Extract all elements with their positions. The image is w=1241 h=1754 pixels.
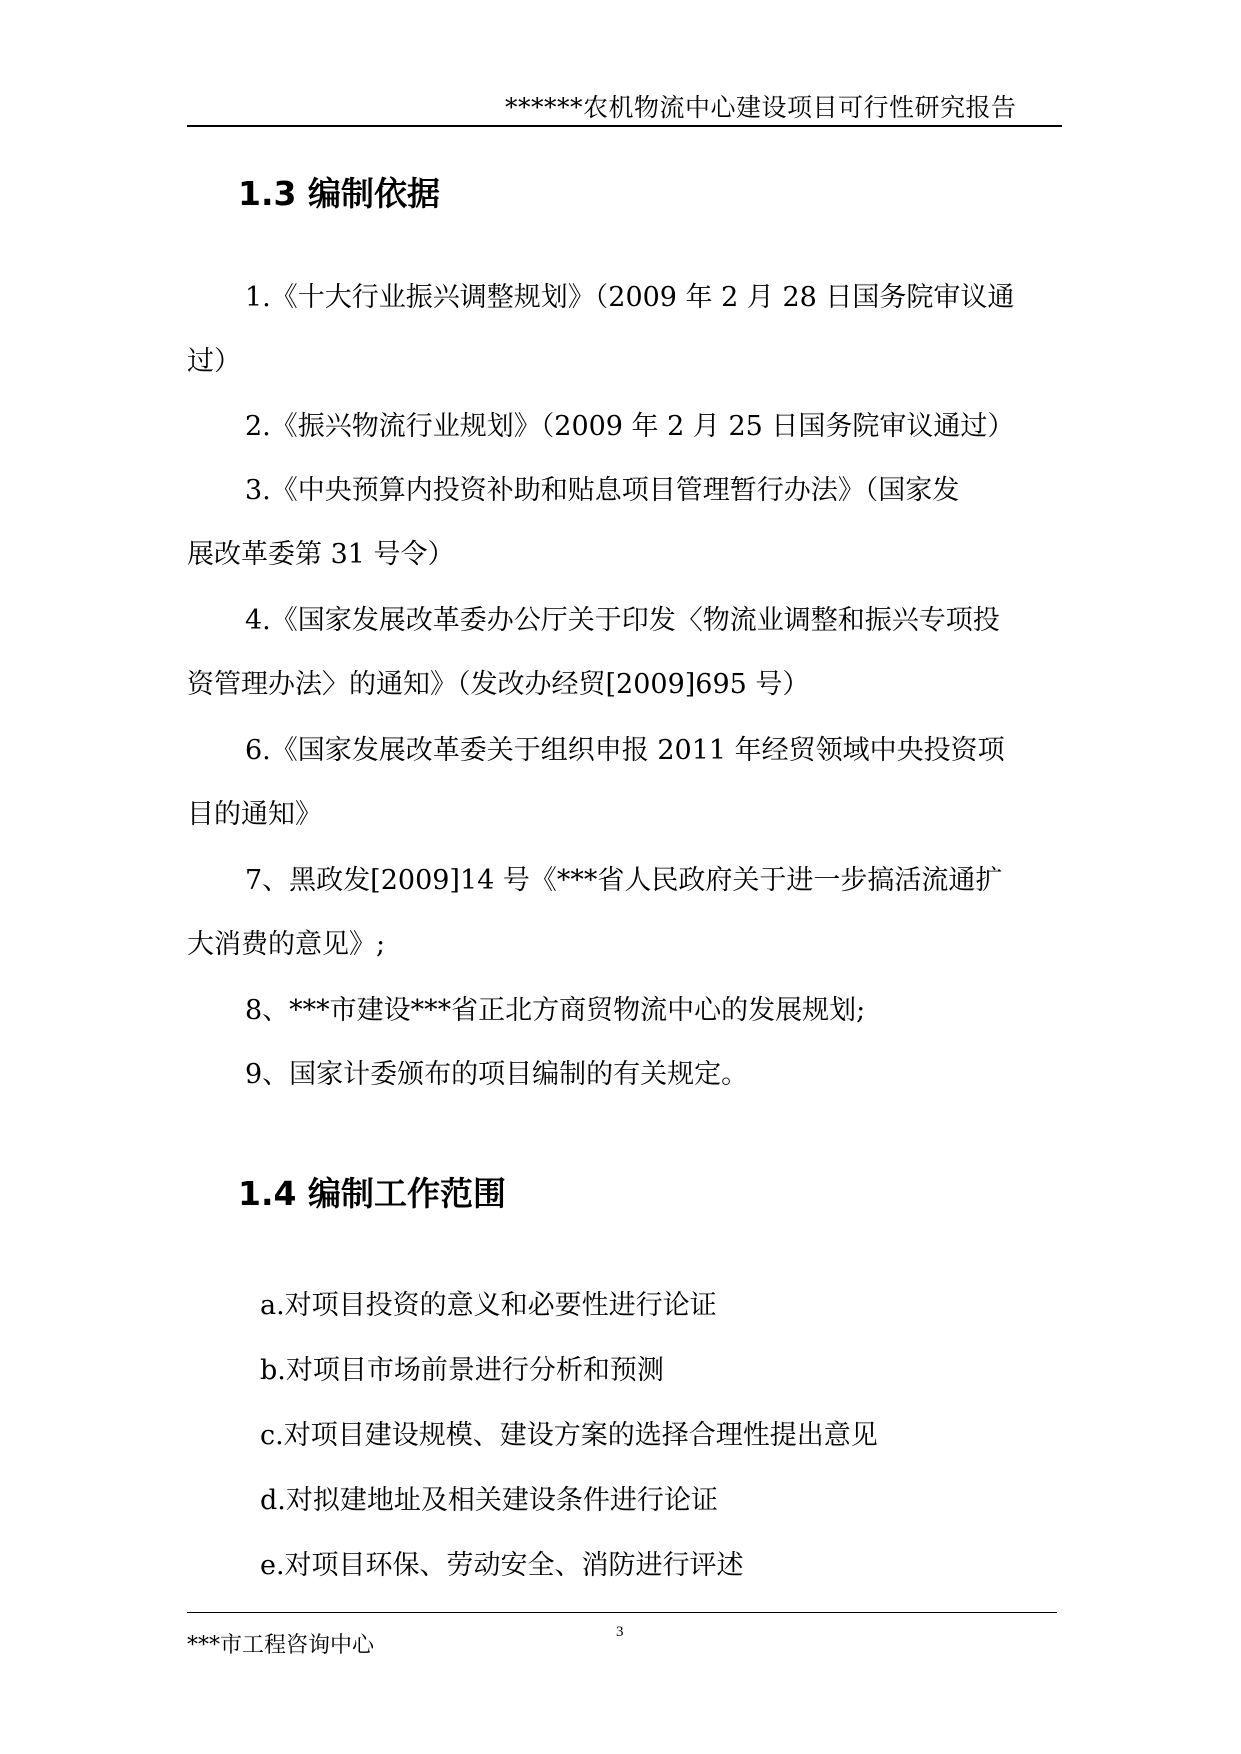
scope-item-a: a.对项目投资的意义和必要性进行论证 xyxy=(260,1290,717,1321)
basis-item-6-line1: 6.《国家发展改革委关于组织申报 2011 年经贸领域中央投资项 xyxy=(245,735,1005,766)
section-heading-1-4: 1.4 编制工作范围 xyxy=(238,1174,506,1213)
basis-item-4-line2: 资管理办法〉的通知》（发改办经贸[2009]695 号） xyxy=(187,669,810,700)
basis-item-3 xyxy=(187,459,1057,587)
basis-item-7-line2: 大消费的意见》; xyxy=(187,929,386,960)
basis-item-4 xyxy=(187,589,1057,717)
basis-item-2-line1: 2.《振兴物流行业规划》（2009 年 2 月 25 日国务院审议通过） xyxy=(245,411,1015,442)
basis-item-9 xyxy=(187,1043,1057,1107)
header-title: ******农机物流中心建设项目可行性研究报告 xyxy=(505,93,1017,122)
basis-item-7-line1: 7、黑政发[2009]14 号《***省人民政府关于进一步搞活流通扩 xyxy=(245,865,1003,896)
basis-item-6 xyxy=(187,719,1057,847)
basis-item-7 xyxy=(187,849,1057,977)
basis-item-4-line1: 4.《国家发展改革委办公厅关于印发〈物流业调整和振兴专项投 xyxy=(245,605,1000,636)
section-heading-1-3: 1.3 编制依据 xyxy=(238,174,440,213)
basis-item-3-line2: 展改革委第 31 号令） xyxy=(187,539,455,570)
scope-item-b: b.对项目市场前景进行分析和预测 xyxy=(260,1355,664,1386)
header-rule xyxy=(187,125,1062,127)
basis-item-1-line2: 过） xyxy=(187,346,241,377)
basis-item-9-line1: 9、国家计委颁布的项目编制的有关规定。 xyxy=(245,1059,749,1090)
basis-item-8-line1: 8、***市建设***省正北方商贸物流中心的发展规划; xyxy=(245,995,866,1026)
basis-item-1-line1: 1.《十大行业振兴调整规划》（2009 年 2 月 28 日国务院审议通 xyxy=(245,282,1015,313)
scope-item-c: c.对项目建设规模、建设方案的选择合理性提出意见 xyxy=(260,1420,878,1451)
scope-item-e: e.对项目环保、劳动安全、消防进行评述 xyxy=(260,1550,744,1581)
footer-rule xyxy=(187,1612,1057,1613)
basis-item-8 xyxy=(187,979,1057,1043)
basis-item-2 xyxy=(187,395,1057,459)
scope-item-d: d.对拟建地址及相关建设条件进行论证 xyxy=(260,1485,718,1516)
basis-item-1 xyxy=(187,266,1057,394)
footer-organization: ***市工程咨询中心 xyxy=(187,1633,375,1658)
basis-item-6-line2: 目的通知》 xyxy=(187,799,322,830)
basis-item-3-line1: 3.《中央预算内投资补助和贴息项目管理暂行办法》（国家发 xyxy=(245,475,960,506)
page-number: 3 xyxy=(616,1624,624,1640)
